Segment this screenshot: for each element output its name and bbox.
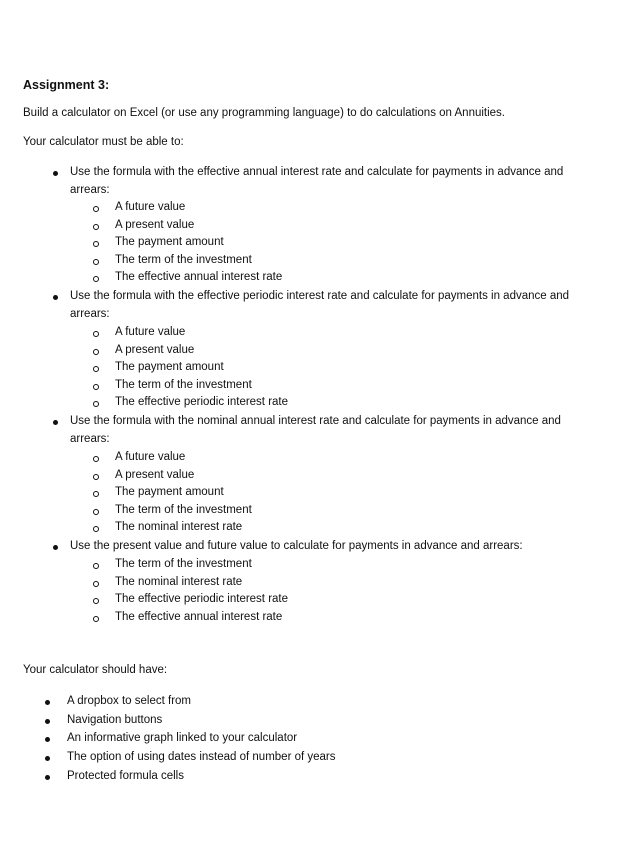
circle-bullet-icon [93, 563, 99, 569]
circle-bullet-icon [93, 598, 99, 604]
list-item: The effective annual interest rate [115, 611, 283, 623]
list-item: The payment amount [115, 361, 224, 373]
circle-bullet-icon [93, 331, 99, 337]
circle-bullet-icon [93, 224, 99, 230]
list-item: A future value [115, 326, 186, 338]
circle-bullet-icon [93, 526, 99, 532]
circle-bullet-icon [93, 384, 99, 390]
feature-item: The option of using dates instead of number of years [67, 751, 336, 763]
assignment-heading: Assignment 3: [23, 78, 110, 92]
requirement-text: Use the formula with the nominal annual interest rate and calculate for payments in advance and arrears: [70, 415, 561, 445]
bullet-icon [45, 775, 50, 780]
list-item: The payment amount [115, 236, 224, 248]
list-item: The effective periodic interest rate [115, 396, 289, 408]
feature-item: Protected formula cells [67, 770, 184, 782]
bullet-icon [53, 295, 58, 300]
bullet-icon [45, 756, 50, 761]
circle-bullet-icon [93, 401, 99, 407]
bullet-icon [45, 719, 50, 724]
circle-bullet-icon [93, 349, 99, 355]
should-intro: Your calculator should have: [23, 664, 168, 676]
list-item: A future value [115, 201, 186, 213]
bullet-icon [53, 545, 58, 550]
list-item: The term of the investment [115, 254, 252, 266]
bullet-icon [45, 700, 50, 705]
bullet-icon [53, 171, 58, 176]
circle-bullet-icon [93, 616, 99, 622]
intro-paragraph: Build a calculator on Excel (or use any programming language) to do calculations on Annuities. [23, 107, 506, 119]
circle-bullet-icon [93, 276, 99, 282]
list-item: A present value [115, 344, 195, 356]
bullet-icon [53, 420, 58, 425]
requirement-text: Use the present value and future value to calculate for payments in advance and arrears: [70, 540, 523, 552]
feature-item: Navigation buttons [67, 714, 163, 726]
circle-bullet-icon [93, 474, 99, 480]
list-item: The payment amount [115, 486, 224, 498]
list-item: The term of the investment [115, 558, 252, 570]
list-item: The nominal interest rate [115, 576, 243, 588]
circle-bullet-icon [93, 509, 99, 515]
requirement-text: Use the formula with the effective annual interest rate and calculate for payments in advance and arrears: [70, 166, 564, 196]
circle-bullet-icon [93, 581, 99, 587]
list-item: A future value [115, 451, 186, 463]
circle-bullet-icon [93, 456, 99, 462]
list-item: The effective annual interest rate [115, 271, 283, 283]
circle-bullet-icon [93, 366, 99, 372]
bullet-icon [45, 737, 50, 742]
circle-bullet-icon [93, 491, 99, 497]
circle-bullet-icon [93, 206, 99, 212]
list-item: The nominal interest rate [115, 521, 243, 533]
list-item: The term of the investment [115, 504, 252, 516]
feature-item: A dropbox to select from [67, 695, 192, 707]
requirement-text: Use the formula with the effective periodic interest rate and calculate for payments in advance and arrears: [70, 290, 570, 320]
must-intro: Your calculator must be able to: [23, 136, 184, 148]
list-item: A present value [115, 469, 195, 481]
circle-bullet-icon [93, 259, 99, 265]
list-item: A present value [115, 219, 195, 231]
list-item: The effective periodic interest rate [115, 593, 289, 605]
list-item: The term of the investment [115, 379, 252, 391]
circle-bullet-icon [93, 241, 99, 247]
feature-item: An informative graph linked to your calculator [67, 732, 298, 744]
